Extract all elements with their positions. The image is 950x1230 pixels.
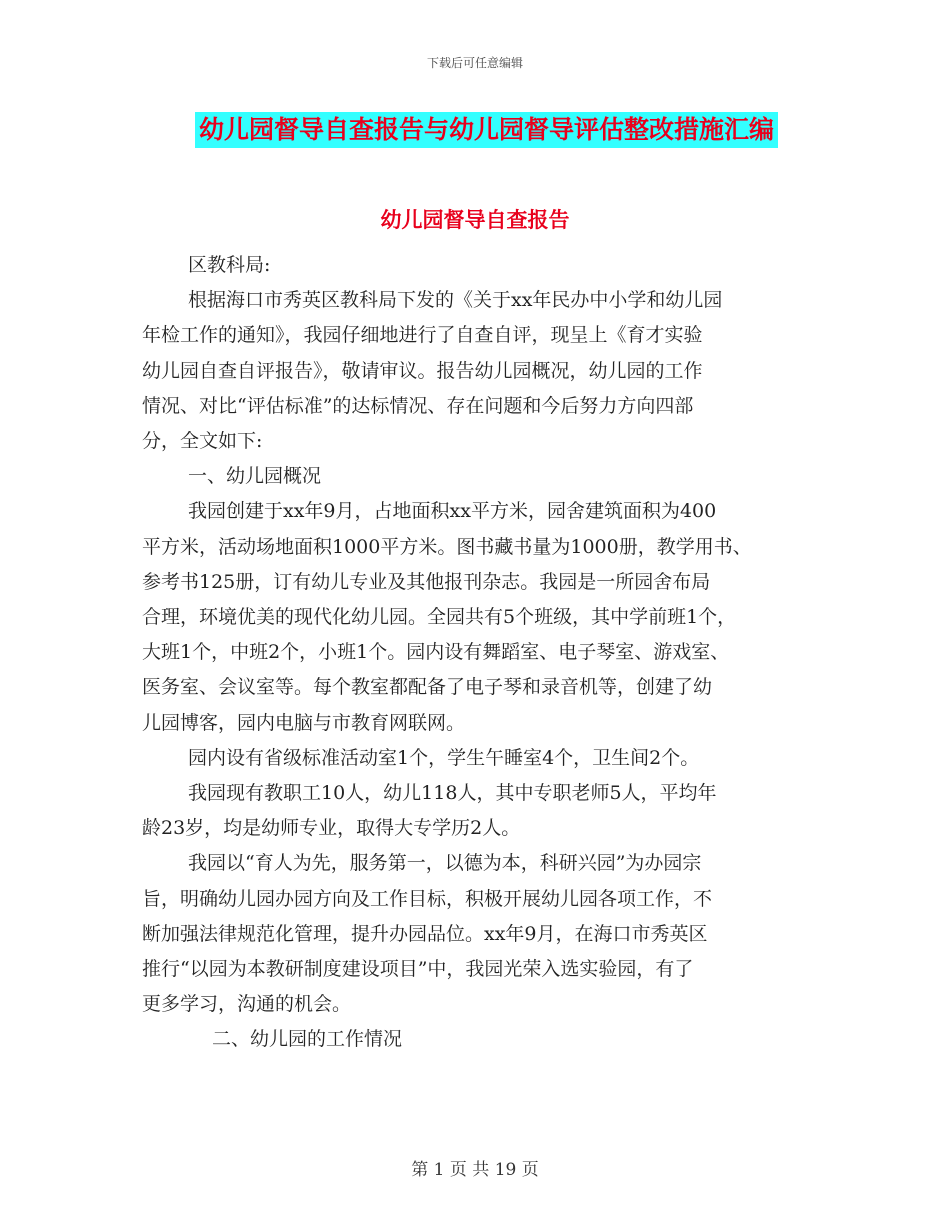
paragraph-line: 医务室、会议室等。每个教室都配备了电子琴和录音机等，创建了幼: [142, 676, 713, 699]
page-number: 第 1 页 共 19 页: [411, 1160, 539, 1180]
paragraph-line: 更多学习，沟通的机会。: [142, 993, 352, 1016]
salutation-line: 区教科局:: [188, 254, 271, 276]
paragraph-line: 情况、对比“评估标准”的达标情况、存在问题和今后努力方向四部: [142, 394, 694, 417]
page-header-note: 下载后可任意编辑: [426, 56, 523, 70]
paragraph-line: 推行“以园为本教研制度建设项目”中，我园光荣入选实验园，有了: [142, 958, 694, 981]
paragraph-line: 我园创建于xx年9月，占地面积xx平方米，园舍建筑面积为400: [188, 500, 717, 523]
heading-line: 一、幼儿园概况: [188, 465, 322, 488]
paragraph-line: 断加强法律规范化管理，提升办园品位。xx年9月，在海口市秀英区: [142, 922, 708, 945]
paragraph-line: 合理，环境优美的现代化幼儿园。全园共有5个班级，其中学前班1个，: [142, 606, 737, 629]
paragraph-line: 年检工作的通知》，我园仔细地进行了自查自评，现呈上《育才实验: [142, 324, 703, 347]
paragraph-line: 参考书125册，订有幼儿专业及其他报刊杂志。我园是一所园舍布局: [142, 570, 711, 593]
paragraph-line: 幼儿园自查自评报告》，敬请审议。报告幼儿园概况，幼儿园的工作: [142, 359, 703, 382]
paragraph-line: 旨，明确幼儿园办园方向及工作目标，积极开展幼儿园各项工作，不: [142, 887, 713, 910]
document-title: 幼儿园督导自查报告与幼儿园督导评估整改措施汇编: [195, 112, 778, 148]
section-title: 幼儿园督导自查报告: [380, 208, 570, 232]
paragraph-line: 园内设有省级标准活动室1个，学生午睡室4个，卫生间2个。: [188, 746, 700, 769]
paragraph-line: 根据海口市秀英区教科局下发的《关于xx年民办中小学和幼儿园: [188, 289, 723, 312]
paragraph-line: 大班1个，中班2个，小班1个。园内设有舞蹈室、电子琴室、游戏室、: [142, 641, 730, 664]
document-body: [142, 248, 832, 1058]
paragraph-line: 我园以“育人为先，服务第一，以德为本，科研兴园”为办园宗: [188, 852, 702, 875]
paragraph-line: 龄23岁，均是幼师专业，取得大专学历2人。: [142, 817, 521, 840]
paragraph-line: 我园现有教职工10人，幼儿118人，其中专职老师5人，平均年: [188, 782, 717, 805]
paragraph-line: 平方米，活动场地面积1000平方米。图书藏书量为1000册，教学用书、: [142, 535, 752, 558]
paragraph-line: 儿园博客，园内电脑与市教育网联网。: [142, 711, 466, 734]
heading-line: 二、幼儿园的工作情况: [212, 1028, 403, 1051]
paragraph-line: 分，全文如下:: [142, 430, 263, 453]
